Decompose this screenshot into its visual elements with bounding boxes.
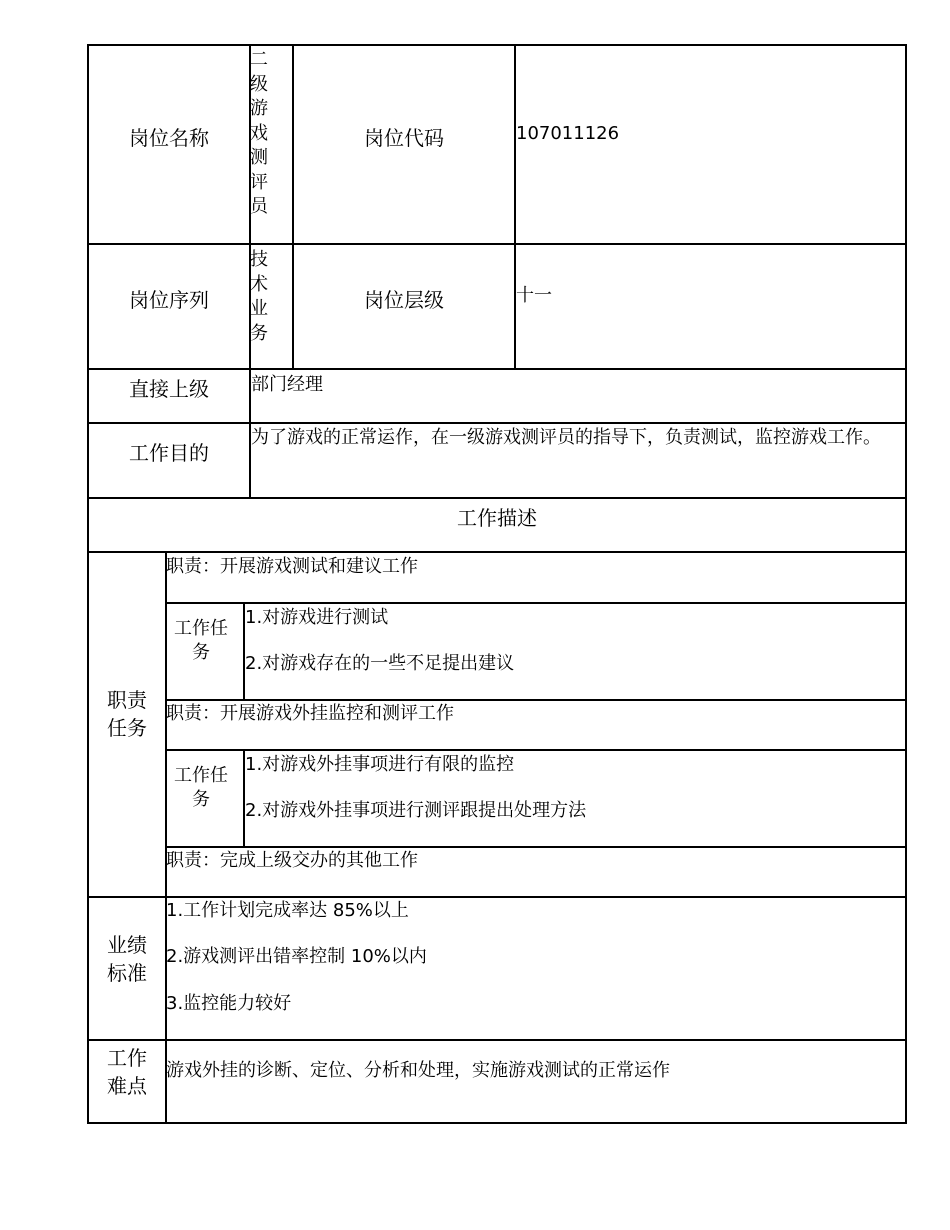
position-name-value: 二级游戏测评员 (250, 49, 268, 217)
row-divider (87, 422, 907, 424)
task-item: 2.对游戏外挂事项进行测评跟提出处理方法 (245, 800, 587, 821)
position-sequence-label: 岗位序列 (129, 288, 209, 312)
task-item: 1.对游戏外挂事项进行有限的监控 (245, 754, 515, 775)
performance-item: 2.游戏测评出错率控制 10%以内 (166, 946, 427, 967)
col-divider (292, 44, 294, 369)
row-divider (165, 749, 907, 751)
row-divider (87, 1039, 907, 1041)
col-divider (514, 44, 516, 369)
purpose-value: 为了游戏的正常运作，在一级游戏测评员的指导下，负责测试，监控游戏工作。 (251, 427, 881, 448)
row-divider (165, 846, 907, 848)
row-divider (87, 551, 907, 553)
col-divider (165, 551, 167, 1123)
row-divider (87, 368, 907, 370)
position-sequence-value: 技术业务 (250, 249, 268, 344)
position-code-label: 岗位代码 (364, 126, 444, 150)
position-code-value: 107011126 (516, 123, 620, 144)
table-border-right (905, 44, 907, 1124)
performance-item: 3.监控能力较好 (166, 993, 292, 1014)
position-level-value: 十一 (516, 285, 552, 306)
duties-label: 职责任务 (107, 688, 147, 740)
superior-value: 部门经理 (251, 374, 323, 395)
position-name-label: 岗位名称 (129, 126, 209, 150)
duty-item: 职责：开展游戏外挂监控和测评工作 (166, 703, 454, 724)
purpose-label: 工作目的 (129, 441, 209, 465)
row-divider (165, 602, 907, 604)
task-item: 2.对游戏存在的一些不足提出建议 (245, 653, 515, 674)
duty-item: 职责：开展游戏测试和建议工作 (166, 556, 418, 577)
performance-label: 业绩标准 (107, 933, 147, 985)
duty-item: 职责：完成上级交办的其他工作 (166, 850, 418, 871)
row-divider (87, 896, 907, 898)
table-border-left (87, 44, 89, 1124)
table-border-top (87, 44, 907, 46)
position-level-label: 岗位层级 (364, 288, 444, 312)
task-label: 工作任务 (174, 765, 228, 810)
table-border-bottom (87, 1122, 907, 1124)
task-label: 工作任务 (174, 618, 228, 663)
task-item: 1.对游戏进行测试 (245, 607, 389, 628)
performance-item: 1.工作计划完成率达 85%以上 (166, 900, 409, 921)
difficulty-value: 游戏外挂的诊断、定位、分析和处理，实施游戏测试的正常运作 (166, 1060, 670, 1081)
row-divider (165, 699, 907, 701)
superior-label: 直接上级 (129, 377, 209, 401)
difficulty-label: 工作难点 (107, 1046, 147, 1098)
work-description-title: 工作描述 (457, 506, 537, 530)
row-divider (87, 243, 907, 245)
row-divider (87, 497, 907, 499)
